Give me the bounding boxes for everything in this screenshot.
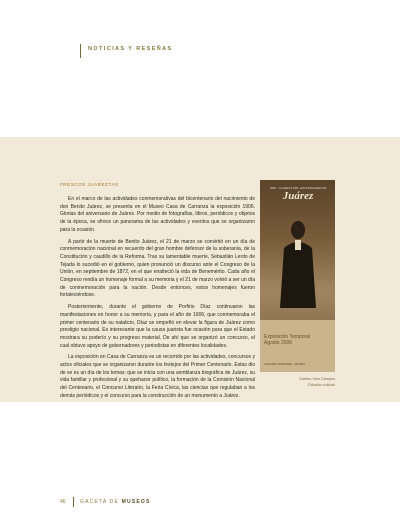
poster-footer: CASA DE CARRANZA · MUSEO <box>264 362 305 366</box>
poster-expo-text <box>264 334 332 346</box>
credit-role: Difusión cultural <box>307 383 335 387</box>
article-label: FRESCOS JUAREZTAS <box>60 182 119 187</box>
article-paragraph: Posteriormente, durante el gobierno de Porfirio Díaz continuaron las manifestaciones en honor a su memoria, y para el año de 1906, que conmemoraba el primer centenario de su natalicio, Díaz se empeñó en elevar la figura de Juárez como prestigio nacional. Es interesante que la causa juarista fue ocasión para que el Estado mostrara su poderío y su progreso material. De ahí que se organizó un concurso, el cual obtuvo apoyo de gobernadores y periodistas en diferentes localidades. <box>60 304 255 349</box>
article-paragraph: A partir de la muerte de Benito Juárez, el 21 de marzo se convirtió en un día de conmemoración nacional en recuerdo del gran hombre defensor de la soberanía, de la Constitución y caudillo de la Reforma. Tras su lamentable muerte, Sebastián Lerdo de Tejada lo sucedió en el gobierno, quien pronunció un discurso ante el Congreso de la Unión, en septiembre de 1872, en el que enalteció la vida de Benemérito. Cada año el Congreso rendía un homenaje formal a su memoria y el 21 de marzo volvió a ser un día de conmemoración para la nación. Desde entonces, estos homenajes fueron fortaleciéndose. <box>60 238 255 299</box>
article-paragraph: En el marco de las actividades conmemorativas del bicentenario del nacimiento de don Benito Juárez, se presenta en el Museo Casa de Carranza la exposición 1906. Glorias del aniversario de Juárez. Por medio de fotografías, libros, periódicos y objetos de la época, se ofrece un panorama de las actividades y eventos que se organizaron para la ocasión. <box>60 196 255 233</box>
article-body <box>60 196 255 405</box>
publication-title <box>80 499 151 505</box>
footer-divider <box>73 497 74 507</box>
poster-expo-line1: Exposición Temporal <box>264 334 311 340</box>
page-number: 46 <box>60 499 66 505</box>
poster-expo-line2: Agosto 2006 <box>264 340 293 346</box>
portrait-figure-icon <box>278 218 318 308</box>
publication-title-prefix: GACETA DE <box>80 499 120 505</box>
credit-name: Martha Vela Campos <box>299 377 335 381</box>
section-header: NOTICIAS Y RESEÑAS <box>88 46 173 52</box>
poster-small-caption: 1906 · GLORIAS DEL ANIVERSARIO DE <box>269 186 327 190</box>
article-credit <box>260 376 335 388</box>
header-divider <box>80 44 81 58</box>
publication-title-bold: MUSEOS <box>121 499 151 505</box>
exhibition-poster <box>260 180 335 372</box>
poster-heading <box>264 186 332 202</box>
article-paragraph: La exposición en Casa de Carranza es un recorrido por las actividades, concursos y actos oficiales que se organizaron durante los festejos del Primer Centenario. Estas dio de se es un día de los temas: que se inicia con una semblanza biográfica de Juárez, su vida familiar y profesional y su quehacer político, la formación de la Comisión Nacional del Centenario, el Concurso Literario, la Feria Cívica, las ciencias que regulaban a los demás periódicos y el concurso para la construcción de un monumento a Juárez. <box>60 354 255 399</box>
poster-title: Juárez <box>282 190 314 202</box>
